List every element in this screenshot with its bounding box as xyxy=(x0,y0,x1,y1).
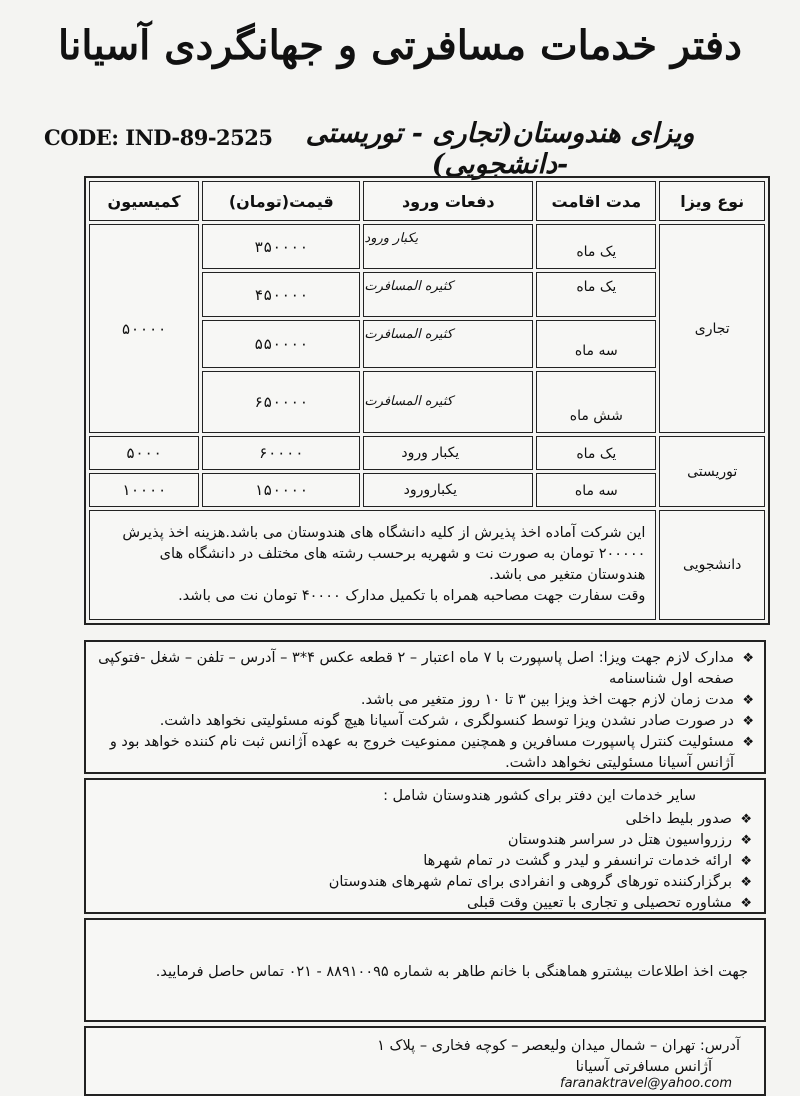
commission-cell: ۱۰۰۰۰ xyxy=(89,473,199,507)
documents-list xyxy=(98,648,754,774)
stay-cell: سه ماه xyxy=(536,473,656,507)
header-commission: کمیسیون xyxy=(89,181,199,221)
header-entries: دفعات ورود xyxy=(363,181,533,221)
page-subtitle: ویزای هندوستان(تجاری - توریستی -دانشجویی) xyxy=(305,118,695,180)
table-row xyxy=(89,510,765,620)
price-cell: ۶۰۰۰۰ xyxy=(202,436,360,470)
stay-cell: یک ماه xyxy=(536,272,656,317)
email-address: faranaktravel@yahoo.com xyxy=(560,1076,733,1091)
diamond-bullet-icon: ❖ xyxy=(742,693,754,708)
student-line: ۲۰۰۰۰۰ تومان به صورت نت و شهریه برحسب رشته های مختلف در دانشگاه های xyxy=(159,546,646,562)
contact-box xyxy=(84,918,766,1022)
contact-text: جهت اخذ اطلاعات بیشترو هماهنگی با خانم طاهر به شماره ۸۸۹۱۰۰۹۵ - ۰۲۱ تماس حاصل فرمایید. xyxy=(155,964,748,980)
visa-type-student: دانشجویی xyxy=(659,510,765,620)
stay-cell: شش ماه xyxy=(536,371,656,433)
visa-price-table xyxy=(84,176,770,625)
entry-cell: یکبارورود xyxy=(363,473,533,507)
commission-business: ۵۰۰۰۰ xyxy=(89,224,199,433)
diamond-bullet-icon: ❖ xyxy=(742,651,754,666)
services-title: سایر خدمات این دفتر برای کشور هندوستان شامل : xyxy=(383,788,696,804)
list-item: ❖ مدت زمان لازم جهت اخذ ویزا بین ۳ تا ۱۰ روز متغیر می باشد. xyxy=(98,690,754,711)
agency-name: آژانس مسافرتی آسیانا xyxy=(575,1059,712,1075)
entry-cell: یکبار ورود xyxy=(363,224,533,269)
list-item: ❖ ارائه خدمات ترانسفر و لیدر و گشت در تمام شهرها xyxy=(98,851,752,872)
address-line: آدرس: تهران – شمال میدان ولیعصر – کوچه فخاری – پلاک ۱ xyxy=(377,1038,740,1054)
entry-cell: کثیره المسافرت xyxy=(363,272,533,317)
price-cell: ۱۵۰۰۰۰ xyxy=(202,473,360,507)
list-item: ❖ مسئولیت کنترل پاسپورت مسافرین و همچنین ممنوعیت خروج به عهده آژانس ثبت نام کننده خواهد بود و آژانس آسیانا مسئولیتی نخواهد داشت. xyxy=(109,734,754,771)
stay-cell: یک ماه xyxy=(536,436,656,470)
diamond-bullet-icon: ❖ xyxy=(740,833,752,848)
entry-cell: کثیره المسافرت xyxy=(363,320,533,368)
stay-cell: سه ماه xyxy=(536,320,656,368)
price-cell: ۴۵۰۰۰۰ xyxy=(202,272,360,317)
list-item: ❖ مشاوره تحصیلی و تجاری با تعیین وقت قبلی xyxy=(98,893,752,914)
list-item: ❖ برگزارکننده تورهای گروهی و انفرادی برای تمام شهرهای هندوستان xyxy=(98,872,752,893)
document-code: CODE: IND-89-2525 xyxy=(44,125,273,150)
diamond-bullet-icon: ❖ xyxy=(740,875,752,890)
list-item: ❖ مدارک لازم جهت ویزا: اصل پاسپورت با ۷ ماه اعتبار – ۲ قطعه عکس ۴*۳ – آدرس – تلفن – شغل -فتوکپی صفحه اول شناسنامه xyxy=(98,650,754,687)
other-services-box xyxy=(84,778,766,914)
student-description xyxy=(89,510,656,620)
services-list xyxy=(98,809,752,914)
diamond-bullet-icon: ❖ xyxy=(742,735,754,750)
price-cell: ۶۵۰۰۰۰ xyxy=(202,371,360,433)
diamond-bullet-icon: ❖ xyxy=(740,896,752,911)
student-line: وقت سفارت جهت مصاحبه همراه با تکمیل مدارک ۴۰۰۰۰ تومان نت می باشد. xyxy=(178,588,646,604)
diamond-bullet-icon: ❖ xyxy=(740,854,752,869)
student-line: این شرکت آماده اخذ پذیرش از کلیه دانشگاه های هندوستان می باشد.هزینه اخذ پذیرش xyxy=(122,525,646,541)
entry-cell: کثیره المسافرت xyxy=(363,371,533,433)
entry-cell: یکبار ورود xyxy=(363,436,533,470)
table-row xyxy=(89,436,765,470)
list-item: ❖ صدور بلیط داخلی xyxy=(98,809,752,830)
student-line: هندوستان متغیر می باشد. xyxy=(489,567,646,583)
price-cell: ۳۵۰۰۰۰ xyxy=(202,224,360,269)
header-stay-duration: مدت اقامت xyxy=(536,181,656,221)
list-item: ❖ در صورت صادر نشدن ویزا توسط کنسولگری ، شرکت آسیانا هیچ گونه مسئولیتی نخواهد داشت. xyxy=(98,711,754,732)
diamond-bullet-icon: ❖ xyxy=(742,714,754,729)
stay-cell: یک ماه xyxy=(536,224,656,269)
header-price: قیمت(تومان) xyxy=(202,181,360,221)
header-visa-type: نوع ویزا xyxy=(659,181,765,221)
table-header-row xyxy=(89,181,765,221)
price-cell: ۵۵۰۰۰۰ xyxy=(202,320,360,368)
diamond-bullet-icon: ❖ xyxy=(740,812,752,827)
visa-type-business: تجاری xyxy=(659,224,765,433)
list-item: ❖ رزرواسیون هتل در سراسر هندوستان xyxy=(98,830,752,851)
visa-type-tourist: توریستی xyxy=(659,436,765,507)
required-documents-box xyxy=(84,640,766,774)
table-row xyxy=(89,224,765,269)
page-title: دفتر خدمات مسافرتی و جهانگردی آسیانا xyxy=(58,22,742,69)
commission-cell: ۵۰۰۰ xyxy=(89,436,199,470)
